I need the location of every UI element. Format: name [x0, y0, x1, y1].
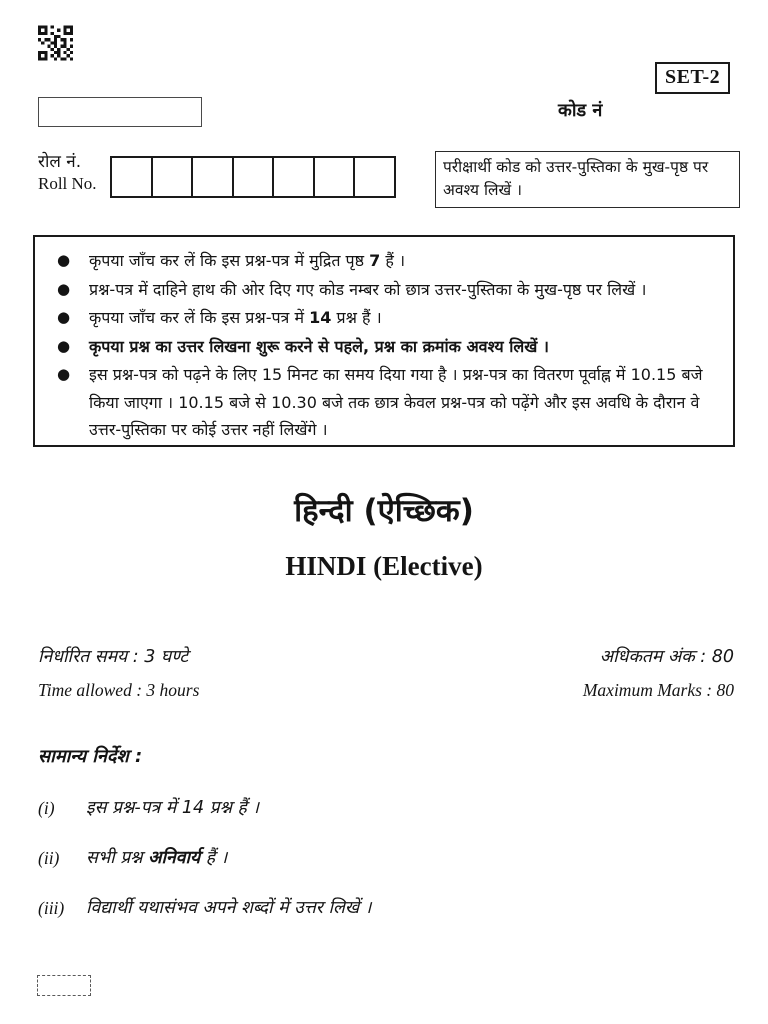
- instruction-number: (ii): [38, 848, 60, 868]
- roll-digit-cell: [153, 158, 194, 196]
- instruction-item: (ii) सभी प्रश्न अनिवार्य हैं ।: [38, 848, 228, 868]
- maximum-marks-hindi: अधिकतम अंक : 80: [599, 647, 734, 667]
- roll-number-grid: [110, 156, 396, 198]
- set-number-label: SET-2: [665, 66, 721, 88]
- maximum-marks-english: Maximum Marks : 80: [582, 680, 734, 700]
- qr-code: [38, 25, 73, 61]
- roll-digit-cell: [193, 158, 234, 196]
- bullet-icon: ●: [57, 308, 71, 326]
- candidate-code-note: [435, 151, 740, 208]
- notice-list: [47, 247, 719, 444]
- time-marks-row-hindi: [38, 644, 734, 668]
- notice-item: ● कृपया जाँच कर लें कि इस प्रश्न-पत्र में मुद्रित पृष्ठ 7 हैं ।: [47, 247, 719, 275]
- roll-label-english: Roll No.: [38, 174, 97, 193]
- roll-digit-cell: [315, 158, 356, 196]
- general-instructions: [38, 744, 738, 946]
- code-number-label: कोड नं: [558, 100, 603, 121]
- notice-item: ● प्रश्न-पत्र में दाहिने हाथ की ओर दिए गए कोड नम्बर को छात्र उत्तर-पुस्तिका के मुख-पृष्ठ पर लिखें ।: [47, 276, 719, 304]
- candidate-code-note-text: परीक्षार्थी कोड को उत्तर-पुस्तिका के मुख-पृष्ठ पर अवश्य लिखें ।: [443, 158, 709, 199]
- instruction-number: (i): [38, 798, 55, 818]
- time-allowed-hindi: निर्धारित समय : 3 घण्टे: [38, 647, 189, 667]
- roll-digit-cell: [234, 158, 275, 196]
- bullet-icon: ●: [57, 365, 71, 383]
- bullet-icon: ●: [57, 251, 71, 269]
- bullet-icon: ●: [57, 279, 71, 298]
- notice-item: ● कृपया प्रश्न का उत्तर लिखना शुरू करने से पहले, प्रश्न का क्रमांक अवश्य लिखें ।: [47, 333, 719, 361]
- instruction-item: (iii) विद्यार्थी यथासंभव अपने शब्दों में उत्तर लिखें ।: [38, 898, 372, 918]
- general-instructions-heading: सामान्य निर्देश :: [38, 746, 143, 767]
- dashed-placeholder-box: [37, 975, 91, 996]
- roll-number-label: [38, 151, 108, 195]
- bullet-icon: ●: [57, 336, 71, 355]
- code-number-box: [38, 97, 202, 127]
- roll-digit-cell: [274, 158, 315, 196]
- time-marks-section: [38, 644, 734, 713]
- paper-title-hindi: हिन्दी (ऐच्छिक): [294, 493, 474, 529]
- notice-box: [33, 235, 735, 447]
- set-number-badge: [655, 62, 730, 94]
- roll-digit-cell: [112, 158, 153, 196]
- notice-item: ● कृपया जाँच कर लें कि इस प्रश्न-पत्र में 14 प्रश्न हैं ।: [47, 304, 719, 332]
- instruction-number: (iii): [38, 898, 65, 918]
- notice-item: ● इस प्रश्न-पत्र को पढ़ने के लिए 15 मिनट का समय दिया गया है । प्रश्न-पत्र का वितरण पूर्वाह्न में 10.15 बजे किया जाएगा । 10.15 बजे से 10.30 बजे तक छात्र केवल प्रश्न-पत्र को पढ़ेंगे और इस अवधि के दौरान वे उत्तर-पुस्तिका पर कोई उत्तर नहीं लिखेंगे ।: [47, 361, 719, 444]
- time-allowed-english: Time allowed : 3 hours: [38, 680, 200, 700]
- roll-label-hindi: रोल नं.: [38, 152, 82, 172]
- paper-title-english: HINDI (Elective): [285, 551, 483, 581]
- instruction-item: (i) इस प्रश्न-पत्र में 14 प्रश्न हैं ।: [38, 798, 260, 818]
- roll-digit-cell: [355, 158, 394, 196]
- time-marks-row-english: [38, 680, 734, 701]
